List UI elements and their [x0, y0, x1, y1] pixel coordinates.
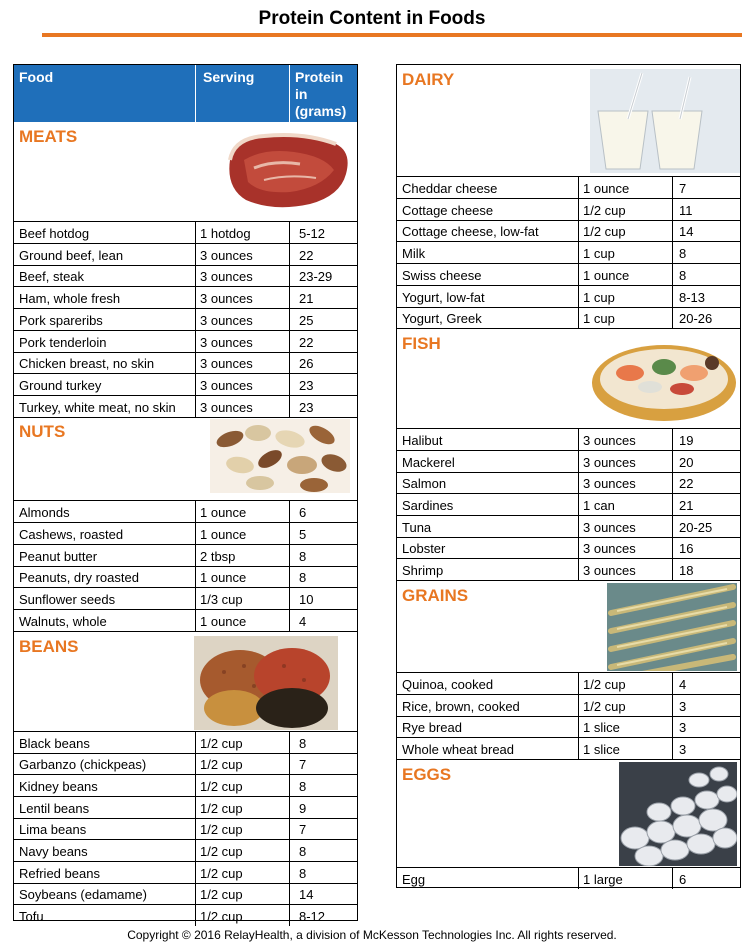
food-cell: Beef, steak: [19, 269, 85, 285]
table-row: [14, 732, 357, 754]
serving-cell: 1 ounce: [200, 505, 247, 521]
protein-cell: 11: [679, 202, 693, 218]
table-row: [397, 716, 740, 738]
table-row: [14, 840, 357, 862]
serving-cell: 1/2 cup: [200, 909, 243, 925]
table-row: [397, 494, 740, 516]
table-row: [14, 331, 357, 353]
food-cell: Ham, whole fresh: [19, 291, 121, 307]
serving-cell: 3 ounces: [583, 476, 636, 492]
food-cell: Rice, brown, cooked: [402, 698, 520, 714]
food-cell: Egg: [402, 871, 426, 887]
food-cell: Whole wheat bread: [402, 741, 515, 757]
page-title: Protein Content in Foods: [258, 8, 486, 29]
protein-cell: 6: [679, 871, 687, 887]
serving-cell: 3 ounces: [200, 247, 253, 263]
table-row: [14, 545, 357, 567]
header-serving: Serving: [203, 69, 255, 85]
food-cell: Swiss cheese: [402, 267, 482, 283]
protein-cell: 8: [299, 778, 307, 794]
table-row: [14, 501, 357, 523]
right-table: [396, 64, 741, 888]
food-cell: Turkey, white meat, no skin: [19, 399, 176, 415]
serving-cell: 3 ounces: [583, 519, 636, 535]
serving-cell: 3 ounces: [583, 563, 636, 579]
protein-cell: 8-13: [679, 289, 706, 305]
protein-cell: 8: [299, 844, 307, 859]
protein-cell: 14: [679, 224, 694, 240]
food-cell: Peanuts, dry roasted: [19, 570, 139, 586]
serving-cell: 3 ounces: [583, 454, 636, 470]
food-cell: Quinoa, cooked: [402, 676, 494, 692]
serving-cell: 1/2 cup: [200, 778, 243, 794]
protein-cell: 4: [679, 676, 687, 692]
food-cell: Rye bread: [402, 720, 462, 736]
table-row: [14, 610, 357, 632]
category-title: DAIRY: [402, 70, 455, 89]
serving-cell: 1 cup: [583, 311, 615, 327]
table-row: [14, 566, 357, 588]
food-cell: Lima beans: [19, 822, 87, 838]
category-title: FISH: [402, 333, 441, 353]
category-title: NUTS: [19, 422, 66, 442]
table-row: [14, 309, 357, 331]
table-row: [397, 451, 740, 473]
protein-cell: 8: [299, 570, 307, 586]
food-cell: Mackerel: [402, 454, 455, 470]
food-cell: Sunflower seeds: [19, 592, 116, 608]
protein-cell: 7: [679, 181, 687, 196]
serving-cell: 1/2 cup: [200, 735, 243, 751]
serving-cell: 1/2 cup: [200, 865, 243, 881]
food-cell: Salmon: [402, 476, 447, 492]
protein-cell: 21: [679, 498, 694, 513]
protein-cell: 18: [679, 563, 694, 579]
protein-cell: 19: [679, 432, 694, 448]
serving-cell: 1 ounce: [200, 570, 247, 586]
table-row: [14, 883, 357, 905]
serving-cell: 3 ounces: [583, 541, 636, 557]
food-cell: Halibut: [402, 432, 443, 448]
protein-cell: 22: [299, 247, 314, 263]
protein-cell: 7: [299, 822, 307, 838]
table-row: [14, 753, 357, 775]
food-cell: Cheddar cheese: [402, 181, 498, 196]
category-title: EGGS: [402, 764, 452, 784]
table-row: [397, 695, 740, 717]
food-cell: Tofu: [19, 909, 44, 925]
serving-cell: 1 cup: [583, 246, 615, 262]
food-cell: Almonds: [19, 505, 70, 521]
food-cell: Pork tenderloin: [19, 334, 107, 350]
serving-cell: 1 cup: [583, 289, 615, 305]
header-food: Food: [19, 69, 54, 85]
protein-cell: 3: [679, 720, 687, 736]
table-row: [397, 307, 740, 329]
serving-cell: 1/2 cup: [200, 757, 243, 773]
food-cell: Ground turkey: [19, 377, 102, 393]
food-cell: Shrimp: [402, 563, 444, 579]
food-cell: Beef hotdog: [19, 226, 90, 241]
serving-cell: 3 ounces: [200, 399, 253, 415]
table-row: [397, 242, 740, 264]
serving-cell: 1/2 cup: [583, 224, 626, 240]
left-table: [13, 64, 358, 925]
table-row: [14, 775, 357, 797]
serving-cell: 1 ounce: [200, 613, 247, 629]
serving-cell: 3 ounces: [583, 432, 636, 448]
title-underline: [42, 33, 742, 37]
serving-cell: 1/2 cup: [200, 800, 243, 816]
serving-cell: 3 ounces: [200, 312, 253, 328]
serving-cell: 1/2 cup: [583, 698, 626, 714]
header-protein-line1: Protein: [295, 69, 344, 85]
copyright: Copyright © 2016 RelayHealth, a division of McKesson Technologies Inc. All rights reserved.: [127, 928, 617, 942]
category-eggs: [397, 760, 740, 868]
food-cell: Cottage cheese: [402, 202, 494, 218]
protein-cell: 4: [299, 613, 307, 629]
table-row: [14, 222, 357, 244]
protein-cell: 22: [679, 476, 694, 492]
food-cell: Sardines: [402, 498, 454, 513]
category-dairy: [397, 65, 740, 177]
table-row: [14, 818, 357, 840]
food-cell: Pork spareribs: [19, 312, 103, 328]
category-grains: [397, 581, 740, 673]
header-protein-line2: in: [295, 86, 308, 102]
serving-cell: 1/3 cup: [200, 592, 243, 608]
protein-cell: 5: [299, 527, 307, 542]
header-protein-line3: (grams): [295, 103, 347, 119]
table-row: [397, 177, 740, 199]
table-row: [397, 220, 740, 242]
food-cell: Ground beef, lean: [19, 247, 124, 263]
category-title: BEANS: [19, 636, 79, 656]
protein-cell: 7: [299, 757, 307, 773]
food-cell: Chicken breast, no skin: [19, 356, 155, 372]
protein-cell: 9: [299, 800, 307, 816]
food-cell: Cottage cheese, low-fat: [402, 224, 539, 240]
table-row: [397, 199, 740, 221]
table-row: [397, 738, 740, 760]
table-row: [397, 516, 740, 538]
category-beans: [14, 632, 357, 732]
protein-cell: 10: [299, 592, 314, 608]
category-fish: [397, 329, 740, 429]
food-cell: Garbanzo (chickpeas): [19, 757, 147, 773]
serving-cell: 2 tbsp: [200, 548, 236, 564]
category-meats: [14, 122, 357, 222]
serving-cell: 3 ounces: [200, 269, 253, 285]
protein-cell: 26: [299, 356, 314, 372]
serving-cell: 1 slice: [583, 741, 620, 757]
serving-cell: 1 ounce: [583, 181, 630, 196]
food-cell: Lentil beans: [19, 800, 90, 816]
serving-cell: 1 slice: [583, 720, 620, 736]
protein-cell: 8-12: [299, 909, 326, 925]
protein-cell: 23: [299, 377, 314, 393]
table-row: [397, 429, 740, 451]
food-cell: Kidney beans: [19, 778, 98, 794]
table-row: [14, 797, 357, 819]
serving-cell: 1 ounce: [200, 527, 247, 542]
table-row: [14, 905, 357, 927]
food-cell: Black beans: [19, 735, 90, 751]
serving-cell: 1/2 cup: [200, 887, 243, 903]
protein-cell: 8: [299, 735, 307, 751]
protein-cell: 23-29: [299, 269, 333, 285]
protein-cell: 23: [299, 399, 314, 415]
table-row: [14, 396, 357, 418]
table-row: [14, 265, 357, 287]
serving-cell: 1 can: [583, 498, 615, 513]
food-cell: Soybeans (edamame): [19, 887, 147, 903]
category-title: GRAINS: [402, 585, 469, 605]
table-row: [397, 537, 740, 559]
protein-cell: 3: [679, 741, 687, 757]
serving-cell: 1/2 cup: [583, 676, 626, 692]
table-row: [397, 472, 740, 494]
protein-cell: 8: [299, 548, 307, 564]
category-title: MEATS: [19, 127, 78, 146]
serving-cell: 1/2 cup: [200, 822, 243, 838]
serving-cell: 1 hotdog: [200, 226, 251, 241]
protein-cell: 20-25: [679, 519, 713, 535]
food-cell: Refried beans: [19, 865, 100, 881]
protein-cell: 14: [299, 887, 314, 903]
table-row: [14, 523, 357, 545]
food-cell: Tuna: [402, 519, 432, 535]
food-cell: Walnuts, whole: [19, 613, 107, 629]
table-row: [14, 244, 357, 266]
serving-cell: 3 ounces: [200, 356, 253, 372]
serving-cell: 3 ounces: [200, 291, 253, 307]
table-header: [14, 65, 357, 122]
table-row: [14, 588, 357, 610]
table-row: [14, 374, 357, 396]
protein-cell: 20-26: [679, 311, 713, 327]
serving-cell: 1/2 cup: [583, 202, 626, 218]
serving-cell: 1 ounce: [583, 267, 630, 283]
protein-cell: 3: [679, 698, 687, 714]
food-cell: Milk: [402, 246, 426, 262]
table-row: [14, 862, 357, 884]
table-row: [397, 264, 740, 286]
table-row: [397, 559, 740, 581]
food-cell: Navy beans: [19, 844, 88, 859]
header-protein: [295, 69, 346, 120]
table-row: [14, 287, 357, 309]
protein-cell: 8: [299, 865, 307, 881]
serving-cell: 3 ounces: [200, 334, 253, 350]
serving-cell: 3 ounces: [200, 377, 253, 393]
food-cell: Yogurt, Greek: [402, 311, 482, 327]
table-row: [14, 352, 357, 374]
protein-cell: 8: [679, 246, 687, 262]
protein-cell: 21: [299, 291, 314, 307]
food-cell: Lobster: [402, 541, 446, 557]
protein-cell: 20: [679, 454, 694, 470]
category-nuts: [14, 417, 357, 501]
table-row: [397, 868, 740, 890]
serving-cell: 1 large: [583, 871, 623, 887]
protein-cell: 6: [299, 505, 307, 521]
protein-cell: 22: [299, 334, 314, 350]
serving-cell: 1/2 cup: [200, 844, 243, 859]
protein-cell: 25: [299, 312, 314, 328]
table-row: [397, 673, 740, 695]
protein-cell: 8: [679, 267, 687, 283]
food-cell: Peanut butter: [19, 548, 98, 564]
protein-cell: 16: [679, 541, 694, 557]
food-cell: Cashews, roasted: [19, 527, 124, 542]
table-row: [397, 286, 740, 308]
protein-cell: 5-12: [299, 226, 326, 241]
food-cell: Yogurt, low-fat: [402, 289, 485, 305]
